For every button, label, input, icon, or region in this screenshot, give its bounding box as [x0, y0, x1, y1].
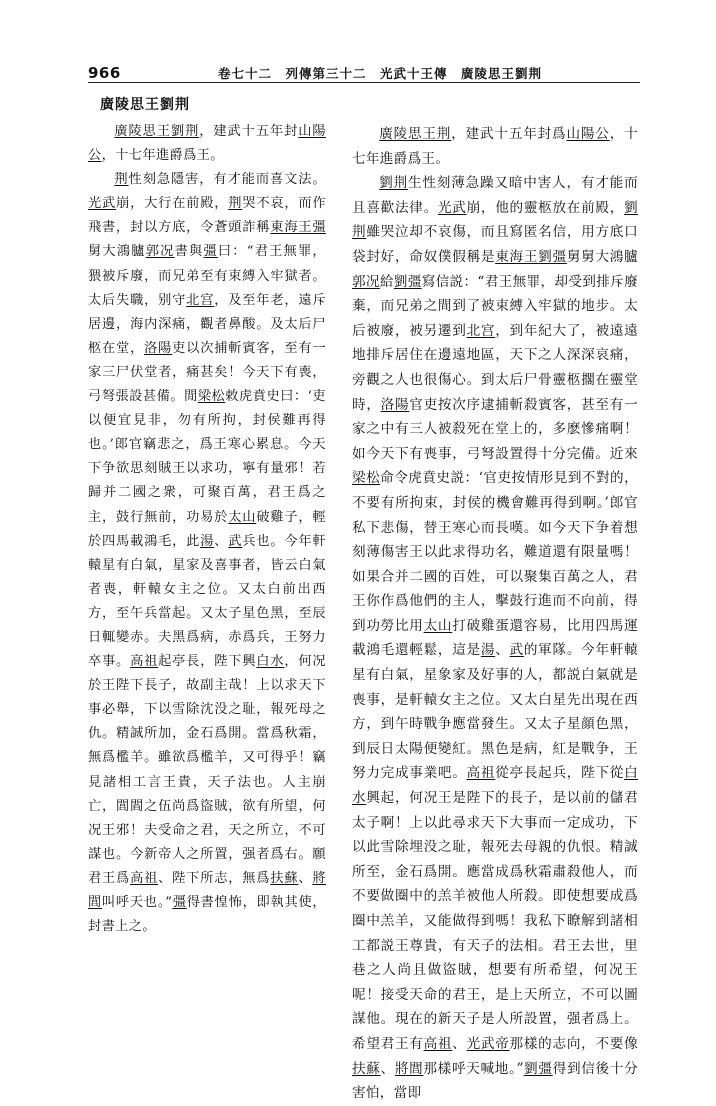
text-run: 生性刻薄急躁又暗中害人，有才能而且喜歡法律。 [352, 175, 638, 216]
text-run: 起亭長，陛下興 [158, 654, 257, 670]
text-run: ，十七年進爵爲王。 [352, 126, 638, 167]
translation-column [352, 94, 638, 1106]
proper-name: 光武 [437, 199, 467, 216]
proper-name: 將閭 [88, 870, 326, 910]
proper-name: 劉荆 [379, 175, 408, 192]
proper-name: 劉彊 [538, 248, 567, 265]
proper-name: 光武帝 [466, 1035, 510, 1052]
text-run: 、 [298, 870, 313, 886]
proper-name: 湯 [200, 533, 215, 549]
text-run: 給 [379, 273, 394, 290]
proper-name: 荆 [114, 172, 129, 188]
proper-name: 山陽公 [566, 126, 610, 142]
proper-name: 武 [228, 533, 243, 549]
text-run: 、 [380, 1060, 395, 1077]
original-paragraph [88, 120, 326, 168]
proper-name: 彊 [203, 244, 218, 260]
proper-name: 廣陵思王劉荆 [114, 124, 200, 139]
text-run: ，十七年進爵爲王。 [101, 148, 224, 164]
text-run: 那樣呼天喊地。” [423, 1060, 524, 1077]
running-head: 卷七十二 列傳第三十二 光武十王傳 廣陵思王劉荆 [218, 66, 543, 81]
text-run: 書與 [174, 244, 204, 260]
proper-name: 東海王 [495, 248, 539, 265]
text-run: ，建武十五年封 [199, 124, 299, 139]
text-run: 從亭長起兵，陛下從 [495, 765, 625, 782]
proper-name: 高祖 [130, 654, 159, 670]
proper-name: 太山 [228, 509, 257, 525]
proper-name: 武 [509, 642, 524, 659]
proper-name: 廣陵思王荆 [379, 126, 452, 142]
proper-name: 高祖 [466, 765, 496, 782]
original-text-column [88, 94, 326, 939]
text-run: ，及至年老，遠斥居邊，海内深痛，觀者鼻酸。及太后尸柩在堂， [88, 292, 326, 356]
text-run: 曰：“君王無罪，猥被斥廢，而兄弟至有束縛入牢獄者。太后失職，别守 [88, 244, 326, 308]
proper-name: 洛陽 [380, 396, 410, 413]
text-run: 、 [495, 642, 510, 659]
proper-name: 彊 [312, 220, 326, 236]
translation-paragraph [352, 122, 638, 171]
proper-name: 白水 [352, 765, 638, 807]
proper-name: 太山 [423, 617, 453, 634]
proper-name: 東海王 [270, 220, 313, 236]
proper-name: 彊 [172, 895, 187, 910]
text-run: ，建武十五年封爲 [451, 126, 567, 142]
text-run: 命令虎賁史説：‘官吏按情形見到不對的，不要有所拘束，封侯的機會難再得到啊。’郎官私下悲傷，替王寒心而長嘆。如今天下争着想刻薄傷害王以此求得功名，難道還有限量嗎！如果合并二國的百姓，可以聚集百萬之人，君王你作爲他們的主人，擊鼓行進而不向前，得到功勞比用 [352, 470, 638, 634]
text-run: 破雞子，輕於四馬載鴻毛，此 [88, 509, 326, 549]
text-run: 的軍隊。今年軒轅星有白氣，星象家及好事的人，都説白氣就是喪事，是軒轅女主之位。又太白星先出現在西方，到午時戰争應當發生。又太子星顔色黑，到辰日太陽便變紅。黑色是病，紅是戰争，王努力完成事業吧。 [352, 642, 638, 782]
text-run: 興起，何况王是陛下的長子，是以前的儲君太子啊！上以此尋求天下大事而一定成功，下以此雪除埋没之耻，報死去母親的仇恨。精誠所至，金石爲開。應當成爲秋霜肅殺他人，而不要做圈中的羔羊被他人所殺。即使想要成爲圈中羔羊，又能做得到嗎！我私下瞭解到諸相工都説王尊貴，有天子的法相。君王去世，里巷之人尚且做盜賊，想要有所希望，何况王呢！接受天命的君王，是上天所立，不可以圖謀他。現在的新天子是人所設置，强者爲上。希望君王有 [352, 790, 638, 1052]
text-run: 性刻急隱害，有才能而喜文法。 [128, 172, 326, 188]
text-run: 舅舅大鴻臚 [566, 248, 639, 265]
text-run: 官吏按次序逮捕斬殺賓客，甚至有一家之中有三人被殺死在堂上的，多麽慘痛啊！如今天下有喪事，弓弩設置得十分完備。近來 [352, 396, 638, 462]
page-number: 966 [88, 64, 121, 82]
text-run: 打破雞蛋還容易，比用四馬運載鴻毛還輕鬆，這是 [352, 617, 639, 659]
proper-name: 扶蘇 [352, 1060, 381, 1077]
text-run: 得書惶怖，即執其使，封書上之。 [88, 895, 327, 935]
page-header [88, 62, 640, 83]
text-run: 、 [452, 1035, 467, 1052]
proper-name: 山陽公 [88, 124, 326, 164]
text-run: ，到年紀大了，被遠遠地排斥居住在邊遠地區，天下之人深深哀痛，旁觀之人也很傷心。到太后尸骨靈柩擱在靈堂時， [352, 322, 639, 413]
text-run: 得到信後十分害怕，當即 [352, 1060, 638, 1102]
text-run: 崩，他的靈柩放在前殿， [466, 199, 625, 216]
proper-name: 梁松 [352, 470, 381, 487]
text-run: 兵也。今年軒轅星有白氣，星家及喜事者，皆云白氣者喪，軒轅女主之位。又太白前出西方，至午兵當起。又太子星色黑，至辰日輒變赤。夫黑爲病，赤爲兵，王努力卒事。 [88, 533, 327, 670]
proper-name: 北宫 [186, 292, 215, 308]
proper-name: 將閭 [394, 1060, 424, 1077]
proper-name: 白水 [256, 654, 285, 670]
proper-name: 郭况 [352, 273, 380, 290]
proper-name: 劉荆 [352, 199, 638, 241]
translation-paragraph [352, 171, 638, 1106]
proper-name: 洛陽 [144, 340, 173, 356]
proper-name: 湯 [480, 642, 496, 659]
text-run: 崩，大行在前殿， [116, 196, 229, 212]
proper-name: 郭况 [145, 244, 175, 260]
text-run: 、 [214, 533, 229, 549]
text-run: 寫信説：“君王無罪，却受到排斥廢棄，而兄弟之間到了被束縛入牢獄的地步。太后被廢，被另遷到 [352, 273, 638, 339]
proper-name: 高祖 [130, 870, 159, 886]
proper-name: 梁松 [197, 389, 226, 405]
text-run: 那樣的志向，不要像 [509, 1035, 638, 1052]
proper-name: 劉彊 [523, 1060, 553, 1077]
proper-name: 光武 [88, 196, 117, 212]
proper-name: 扶蘇 [270, 870, 299, 886]
text-run: 吏以次捕斬賓客，至有一家三尸伏堂者，痛甚矣！今天下有喪，弓弩張設甚備。閒 [88, 340, 326, 405]
section-title: 廣陵思王劉荆 [100, 97, 190, 113]
text-run: 舅大鴻臚 [88, 244, 146, 260]
text-run: 叫呼天也。” [101, 895, 173, 910]
text-run: 雖哭泣却不哀傷，而且寫匿名信，用方底口袋封好，命奴僕假稱是 [352, 224, 638, 265]
proper-name: 荆 [228, 196, 243, 212]
text-run: ，何况於王陛下長子，故副主哉！上以求天下事必舉，下以雪除沈没之耻，報死母之仇。精誠所加，金石爲開。當爲秋霜，無爲檻羊。雖欲爲檻羊，又可得乎！竊見諸相工言王貴，天子法也。人主崩亡，閭閻之伍尚爲盜賊，欲有所望，何况王邪！夫受命之君，天之所立，不可謀也。今新帝人之所置，强者爲右。願君王爲 [88, 654, 326, 886]
original-paragraph [88, 168, 326, 939]
text-run: 、陛下所志，無爲 [158, 870, 271, 886]
proper-name: 北宫 [466, 322, 496, 339]
proper-name: 高祖 [423, 1035, 453, 1052]
text-run: 哭不哀，而作飛書，封以方底，令蒼頭詐稱 [88, 196, 327, 236]
proper-name: 劉彊 [393, 273, 422, 290]
text-run: 敕虎賁史曰：‘吏以便宜見非，勿有所拘，封侯難再得也。’郎官竊悲之，爲王寒心累息。今天下争欲思刻賊王以求功，寧有量邪！若歸并二國之衆，可聚百萬，君王爲之主，鼓行無前，功易於 [88, 389, 326, 525]
